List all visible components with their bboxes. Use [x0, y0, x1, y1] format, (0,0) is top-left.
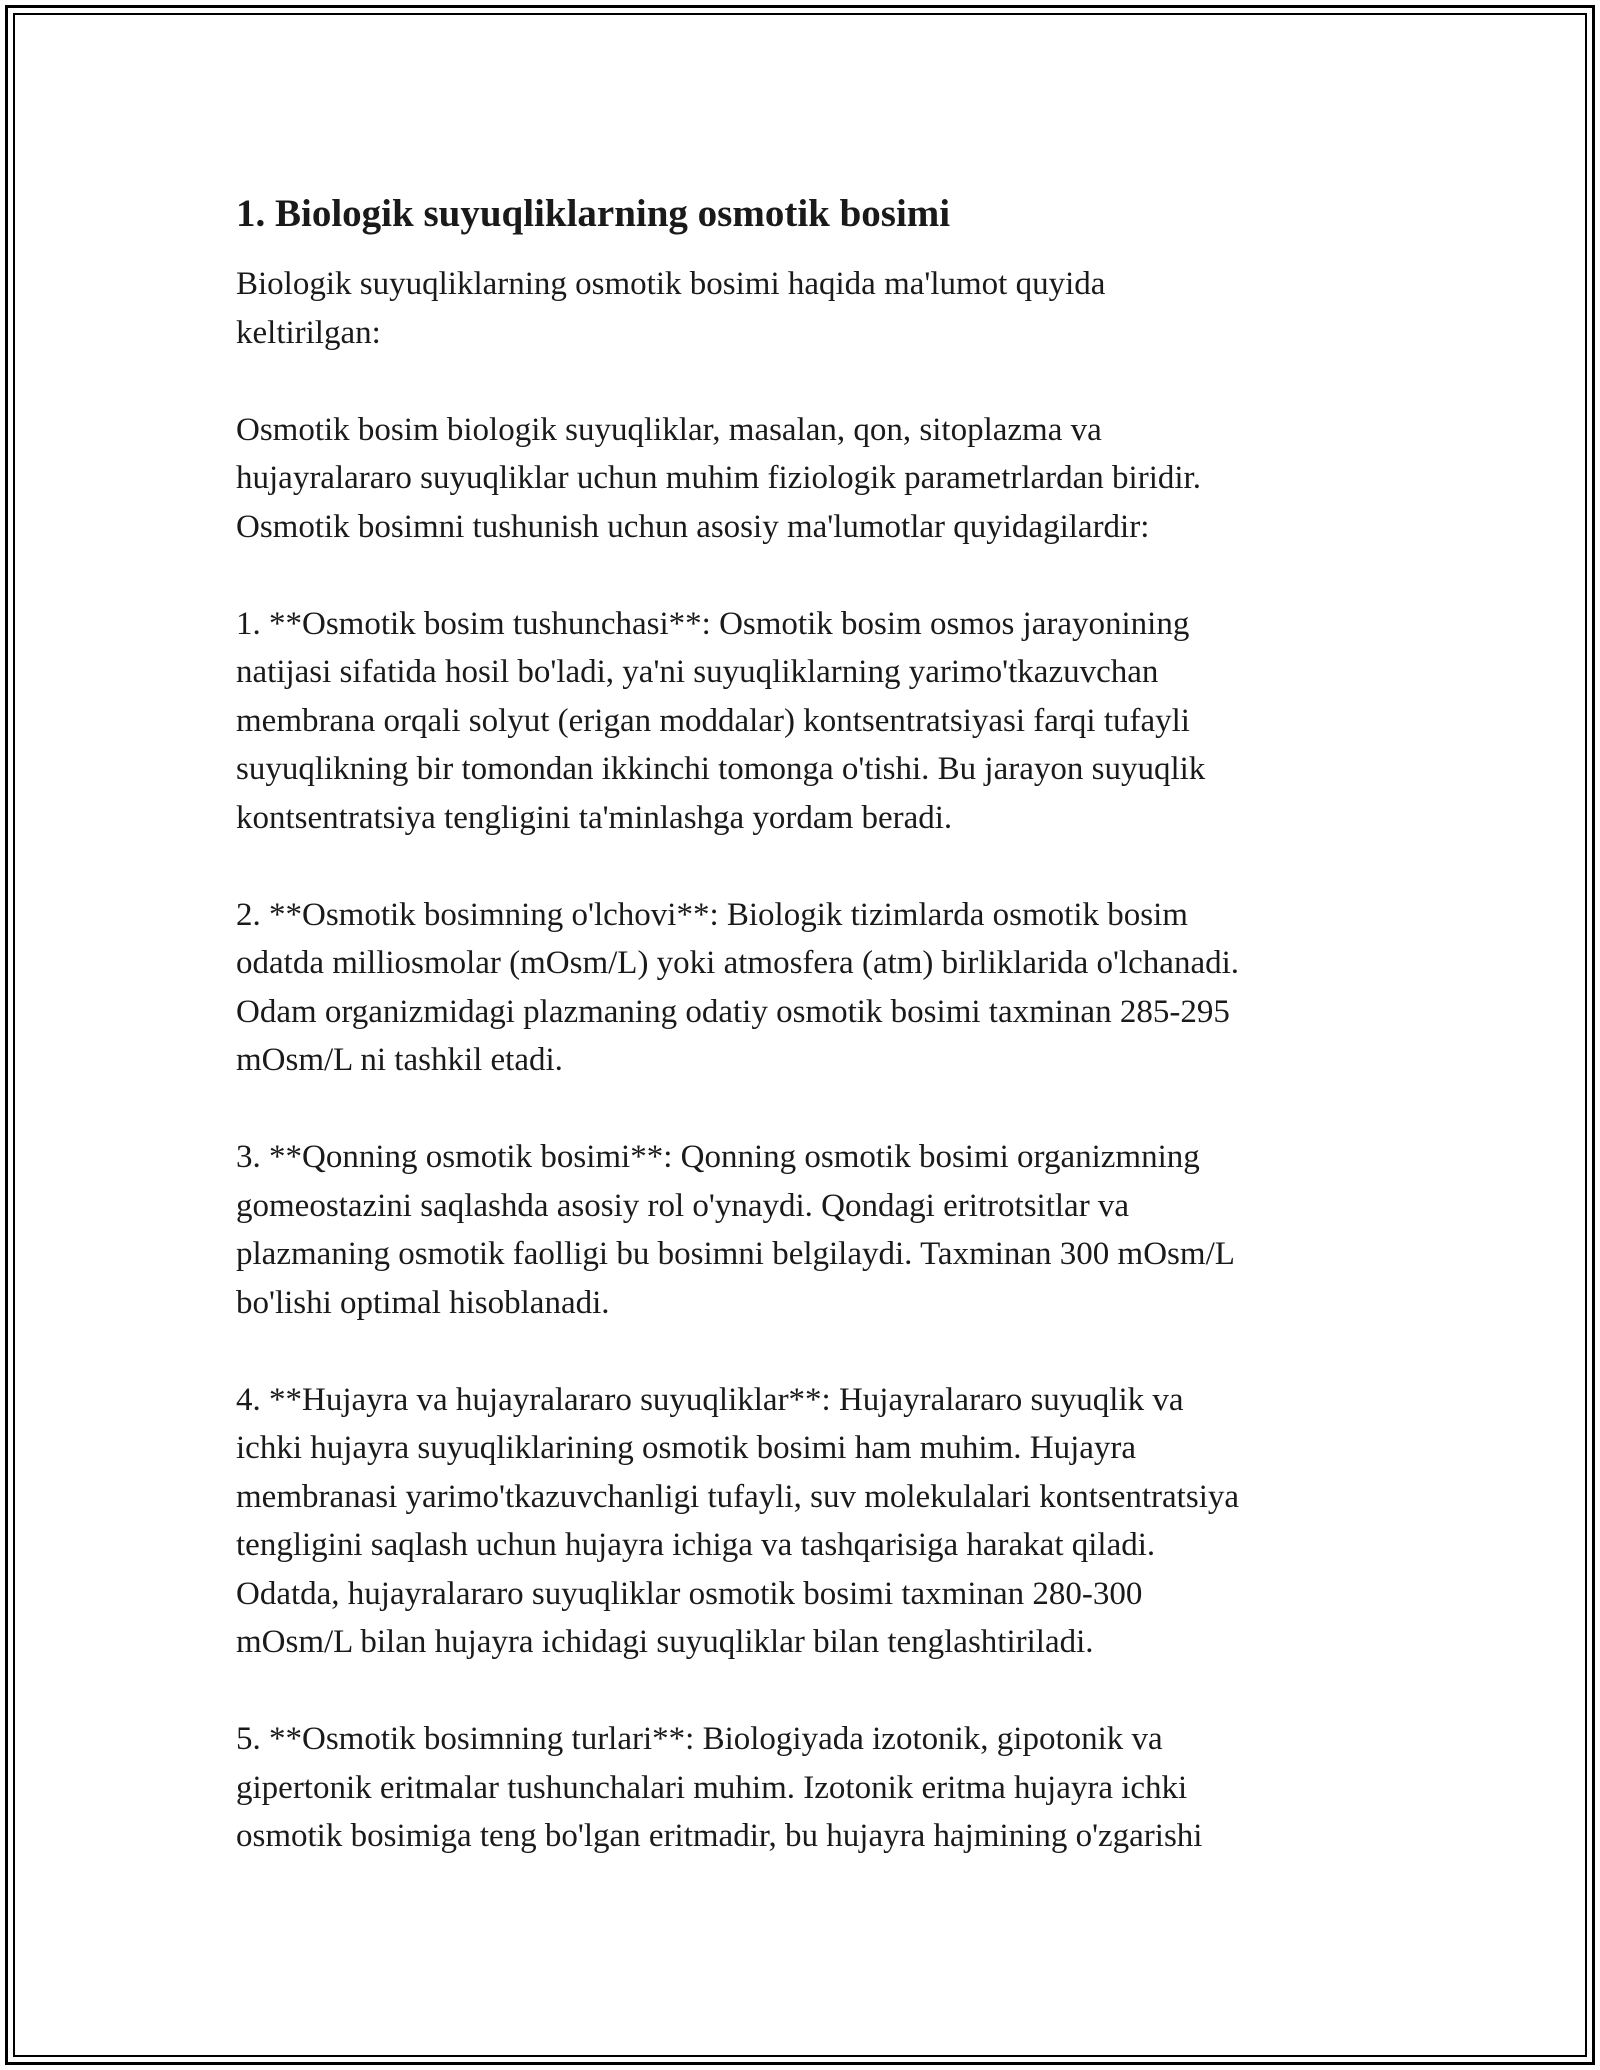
document-title: 1. Biologik suyuqliklarning osmotik bosimi [236, 192, 951, 235]
document-content [236, 186, 1366, 1861]
document-body: Biologik suyuqliklarning osmotik bosimi haqida ma'lumot quyida keltirilgan: Osmotik bosim biologik suyuqliklar, masalan, qon, sitoplazma va hujayralararo suyuqliklar uchun muhim fiziologik parametrlardan biridir. Osmotik bosimni tushunish uchun asosiy ma'lumotlar quyidagilardir: 1. **Osmotik bosim tushunchasi**: Osmotik bosim osmos jarayonining natijasi sifatida hosil bo'ladi, ya'ni suyuqliklarning yarimo'tkazuvchan membrana orqali solyut (erigan moddalar) kontsentratsiyasi farqi tufayli suyuqlikning bir tomondan ikkinchi tomonga o'tishi. Bu jarayon suyuqlik kontsentratsiya tengligini ta'minlashga yordam beradi. 2. **Osmotik bosimning o'lchovi**: Biologik tizimlarda osmotik bosim odatda milliosmolar (mOsm/L) yoki atmosfera (atm) birliklarida o'lchanadi. Odam organizmidagi plazmaning odatiy osmotik bosimi taxminan 285-295 mOsm/L ni tashkil etadi. 3. **Qonning osmotik bosimi**: Qonning osmotik bosimi organizmning gomeostazini saqlashda asosiy rol o'ynaydi. Qondagi eritrotsitlar va plazmaning osmotik faolligi bu bosimni belgilaydi. Taxminan 300 mOsm/L bo'lishi optimal hisoblanadi. 4. **Hujayra va hujayralararo suyuqliklar**: Hujayralararo suyuqlik va ichki hujayra suyuqliklarining osmotik bosimi ham muhim. Hujayra membranasi yarimo'tkazuvchanligi tufayli, suv molekulalari kontsentratsiya tengligini saqlash uchun hujayra ichiga va tashqarisiga harakat qiladi. Odatda, hujayralararo suyuqliklar osmotik bosimi taxminan 280-300 mOsm/L bilan hujayra ichidagi suyuqliklar bilan tenglashtiriladi. 5. **Osmotik bosimning turlari**: Biologiyada izotonik, gipotonik va gipertonik eritmalar tushunchalari muhim. Izotonik eritma hujayra ichki osmotik bosimiga teng bo'lgan eritmadir, bu hujayra hajmining o'zgarishi [236, 266, 1240, 1854]
